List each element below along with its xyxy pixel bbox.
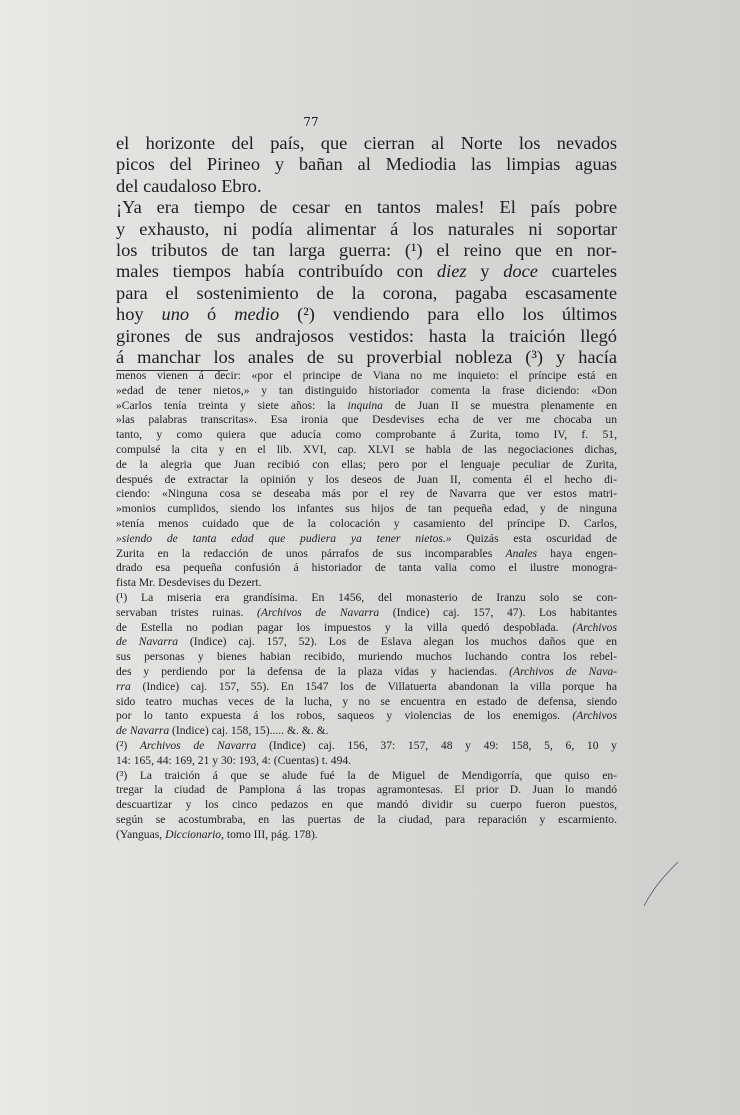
page-number: 77: [303, 115, 319, 129]
text-run: »edad de tener nietos,» y tan distinguido historiador comenta la frase diciendo: «Don: [116, 383, 617, 397]
text-run: males tiempos había contribuído con: [116, 261, 437, 282]
italic-text: (Archivos de Navarra: [257, 605, 380, 619]
text-run: de la alegria que Juan recibió con ellas; pero por el lenguaje peculiar de Zurita,: [116, 457, 617, 471]
footnote-line: [116, 547, 617, 561]
footnote-line: [116, 650, 617, 664]
footnote-line: [116, 443, 617, 457]
footnote-line: [116, 709, 617, 723]
text-line: [116, 175, 617, 197]
text-run: cuarteles: [537, 261, 617, 282]
text-run: á manchar los anales de su proverbial nobleza (³) y hacía: [116, 347, 617, 367]
text-run: (Indice) caj. 158, 15)..... &. &. &.: [169, 724, 329, 738]
text-run: hoy: [116, 304, 162, 325]
footnote-line: [116, 606, 617, 620]
footnote-line: [116, 428, 617, 442]
text-run: y: [466, 261, 504, 282]
footnote-line: [116, 532, 617, 546]
text-run: tregar la ciudad de Pamplona á las tropas agramontesas. El prior D. Juan lo mandó: [116, 783, 617, 797]
italic-text: diez: [436, 261, 467, 282]
footnote-line: [116, 813, 617, 827]
footnote-line: [116, 665, 617, 679]
text-run: (²): [116, 739, 140, 752]
text-run: servaban tristes ruinas.: [116, 605, 257, 619]
text-run: (³) La traición á que se alude fué la de Miguel de Mendigorría, que quiso en-: [116, 768, 617, 782]
text-line: [116, 153, 617, 175]
italic-text: de Navarra: [116, 635, 179, 649]
text-run: (Indice) caj. 156, 37: 157, 48 y 49: 158, 5, 6, 10 y: [256, 739, 617, 752]
text-run: compulsé la cita y en el lib. XVI, cap. XLVI se habla de las negociaciones dichas,: [116, 443, 617, 456]
text-run: 14: 165, 44: 169, 21 y 30: 193, 4: (Cuentas) t. 494.: [116, 753, 352, 767]
italic-text: (Archivos de Nava-: [509, 665, 618, 678]
text-run: del caudaloso Ebro.: [116, 175, 262, 196]
text-run: drado esa pequeña confusión á historiador de tanta valia como el ilustre monogra-: [116, 561, 617, 575]
text-run: de Juan II se muestra plenamente en: [382, 398, 617, 412]
text-run: tanto, y como quiera que aducía como comprobante á Zurita, tomo IV, f. 51,: [116, 428, 617, 442]
text-line: [116, 303, 617, 325]
text-run: según se acostumbraba, en las puertas de la ciudad, para reparación y escarmiento.: [116, 813, 617, 826]
text-run: haya engen-: [537, 546, 617, 560]
italic-text: »siendo de tanta edad que pudiera ya tener nietos.»: [116, 531, 452, 545]
italic-text: inquina: [347, 398, 383, 412]
footnote-line: [116, 591, 617, 605]
footnote-line: [116, 798, 617, 812]
footnote-line: [116, 621, 617, 635]
italic-text: Anales: [505, 546, 538, 560]
text-run: »Carlos tenía treinta y siete años: la: [116, 398, 348, 412]
footnote-line: [116, 487, 617, 501]
text-run: (Indice) caj. 157, 52). Los de Eslava alegan los muchos daños que en: [178, 635, 617, 649]
text-run: después de extractar la opinión y los deseos de Juan II, comenta él el hecho di-: [116, 472, 617, 486]
italic-text: (Archivos: [572, 620, 617, 634]
italic-text: doce: [503, 261, 538, 282]
text-run: el horizonte del país, que cierran al Norte los nevados: [116, 133, 617, 153]
text-run: (¹) La miseria era grandísima. En 1456, del monasterio de Iranzu solo se con-: [116, 591, 617, 604]
text-run: menos vienen á decir: «por el principe de Viana no me inquieto: el príncipe está en: [116, 369, 617, 382]
text-run: sus personas y bienes habian recibido, muriendo muchos luchando contra los rebel-: [116, 650, 617, 664]
footnote-line: [116, 724, 617, 738]
text-run: , tomo III, pág. 178).: [221, 827, 318, 841]
italic-text: Archivos de Navarra: [139, 739, 257, 752]
footnote-line: [116, 635, 617, 649]
pen-mark-decoration: [640, 860, 680, 910]
text-line: [116, 325, 617, 347]
footnote-line: [116, 369, 617, 383]
footnote-line: [116, 473, 617, 487]
italic-text: (Archivos: [572, 709, 617, 723]
text-line: [116, 282, 617, 304]
text-line: [116, 218, 617, 240]
text-run: sido teatro muchas veces de la lucha, y no se encuentra en estado de defensa, siendo: [116, 694, 617, 708]
footnote-line: [116, 695, 617, 709]
text-run: y exhausto, ni podía alimentar á los naturales ni soportar: [116, 218, 617, 239]
text-run: ¡Ya era tiempo de cesar en tantos males! El país pobre: [116, 197, 617, 218]
footnote-line: [116, 783, 617, 797]
text-run: ciendo: «Ninguna cosa se deseaba más por el rey de Navarra que ver estos matri-: [116, 487, 617, 501]
text-run: (Indice) caj. 157, 47). Los habitantes: [379, 605, 617, 619]
text-run: (²) vendiendo para ello los últimos: [279, 304, 618, 325]
footnote-line: [116, 413, 617, 427]
text-run: girones de sus andrajosos vestidos: hasta la traición llegó: [116, 325, 617, 346]
footnote-line: [116, 828, 617, 842]
text-run: Quizás esta oscuridad de: [451, 531, 617, 545]
italic-text: medio: [234, 304, 280, 325]
footnote-line: [116, 502, 617, 516]
text-line: [116, 260, 617, 282]
text-run: descuartizar y los cinco pedazos en que mandó dividir su cuerpo fueron puestos,: [116, 798, 617, 812]
text-run: de Estella no podian pagar los impuestos y la villa quedó despoblada.: [116, 620, 573, 634]
footnote-line: [116, 399, 617, 413]
footnote-line: [116, 517, 617, 531]
text-run: ó: [189, 304, 235, 325]
footnote-line: [116, 384, 617, 398]
footnote-line: [116, 769, 617, 783]
text-run: Zurita en la redacción de unos párrafos de sus incomparables: [116, 546, 506, 560]
footnote-line: [116, 576, 617, 590]
footnote-line: [116, 680, 617, 694]
text-line: [116, 196, 617, 218]
footnote-line: [116, 458, 617, 472]
text-run: (Indice) caj. 157, 55). En 1547 los de Villatuerta abandonan la villa porque ha: [130, 679, 617, 693]
footnote-line: [116, 561, 617, 575]
text-run: los tributos de tan larga guerra: (¹) el reino que en nor-: [116, 240, 617, 260]
text-run: des y perdiendo por la defensa de la plaza vidas y haciendas.: [116, 665, 510, 678]
text-line: [116, 346, 617, 368]
text-run: para el sostenimiento de la corona, pagaba escasamente: [116, 282, 617, 303]
text-run: por lo tanto expuesta á los robos, saqueos y violencias de los enemigos.: [116, 709, 573, 723]
footnote-line: [116, 739, 617, 753]
text-run: picos del Pirineo y bañan al Mediodia las limpias aguas: [116, 154, 617, 175]
italic-text: uno: [161, 304, 190, 325]
footnote-line: [116, 754, 617, 768]
italic-text: de Navarra: [116, 724, 170, 738]
text-run: fista Mr. Desdevises du Dezert.: [116, 576, 262, 590]
text-run: (Yanguas,: [116, 827, 166, 841]
text-run: »monios cumplidos, siendo los infantes sus hijos de tan pequeña edad, y de ninguna: [116, 502, 617, 516]
italic-text: rra: [116, 679, 131, 693]
text-line: [116, 132, 617, 154]
text-run: »las palabras transcritas». Esa ironia que Desdevises echa de ver me chocaba un: [116, 413, 617, 427]
italic-text: Diccionario: [165, 827, 222, 841]
text-line: [116, 239, 617, 261]
text-run: »tenía menos cuidado que de la colocación y casamiento del príncipe D. Carlos,: [116, 517, 617, 530]
